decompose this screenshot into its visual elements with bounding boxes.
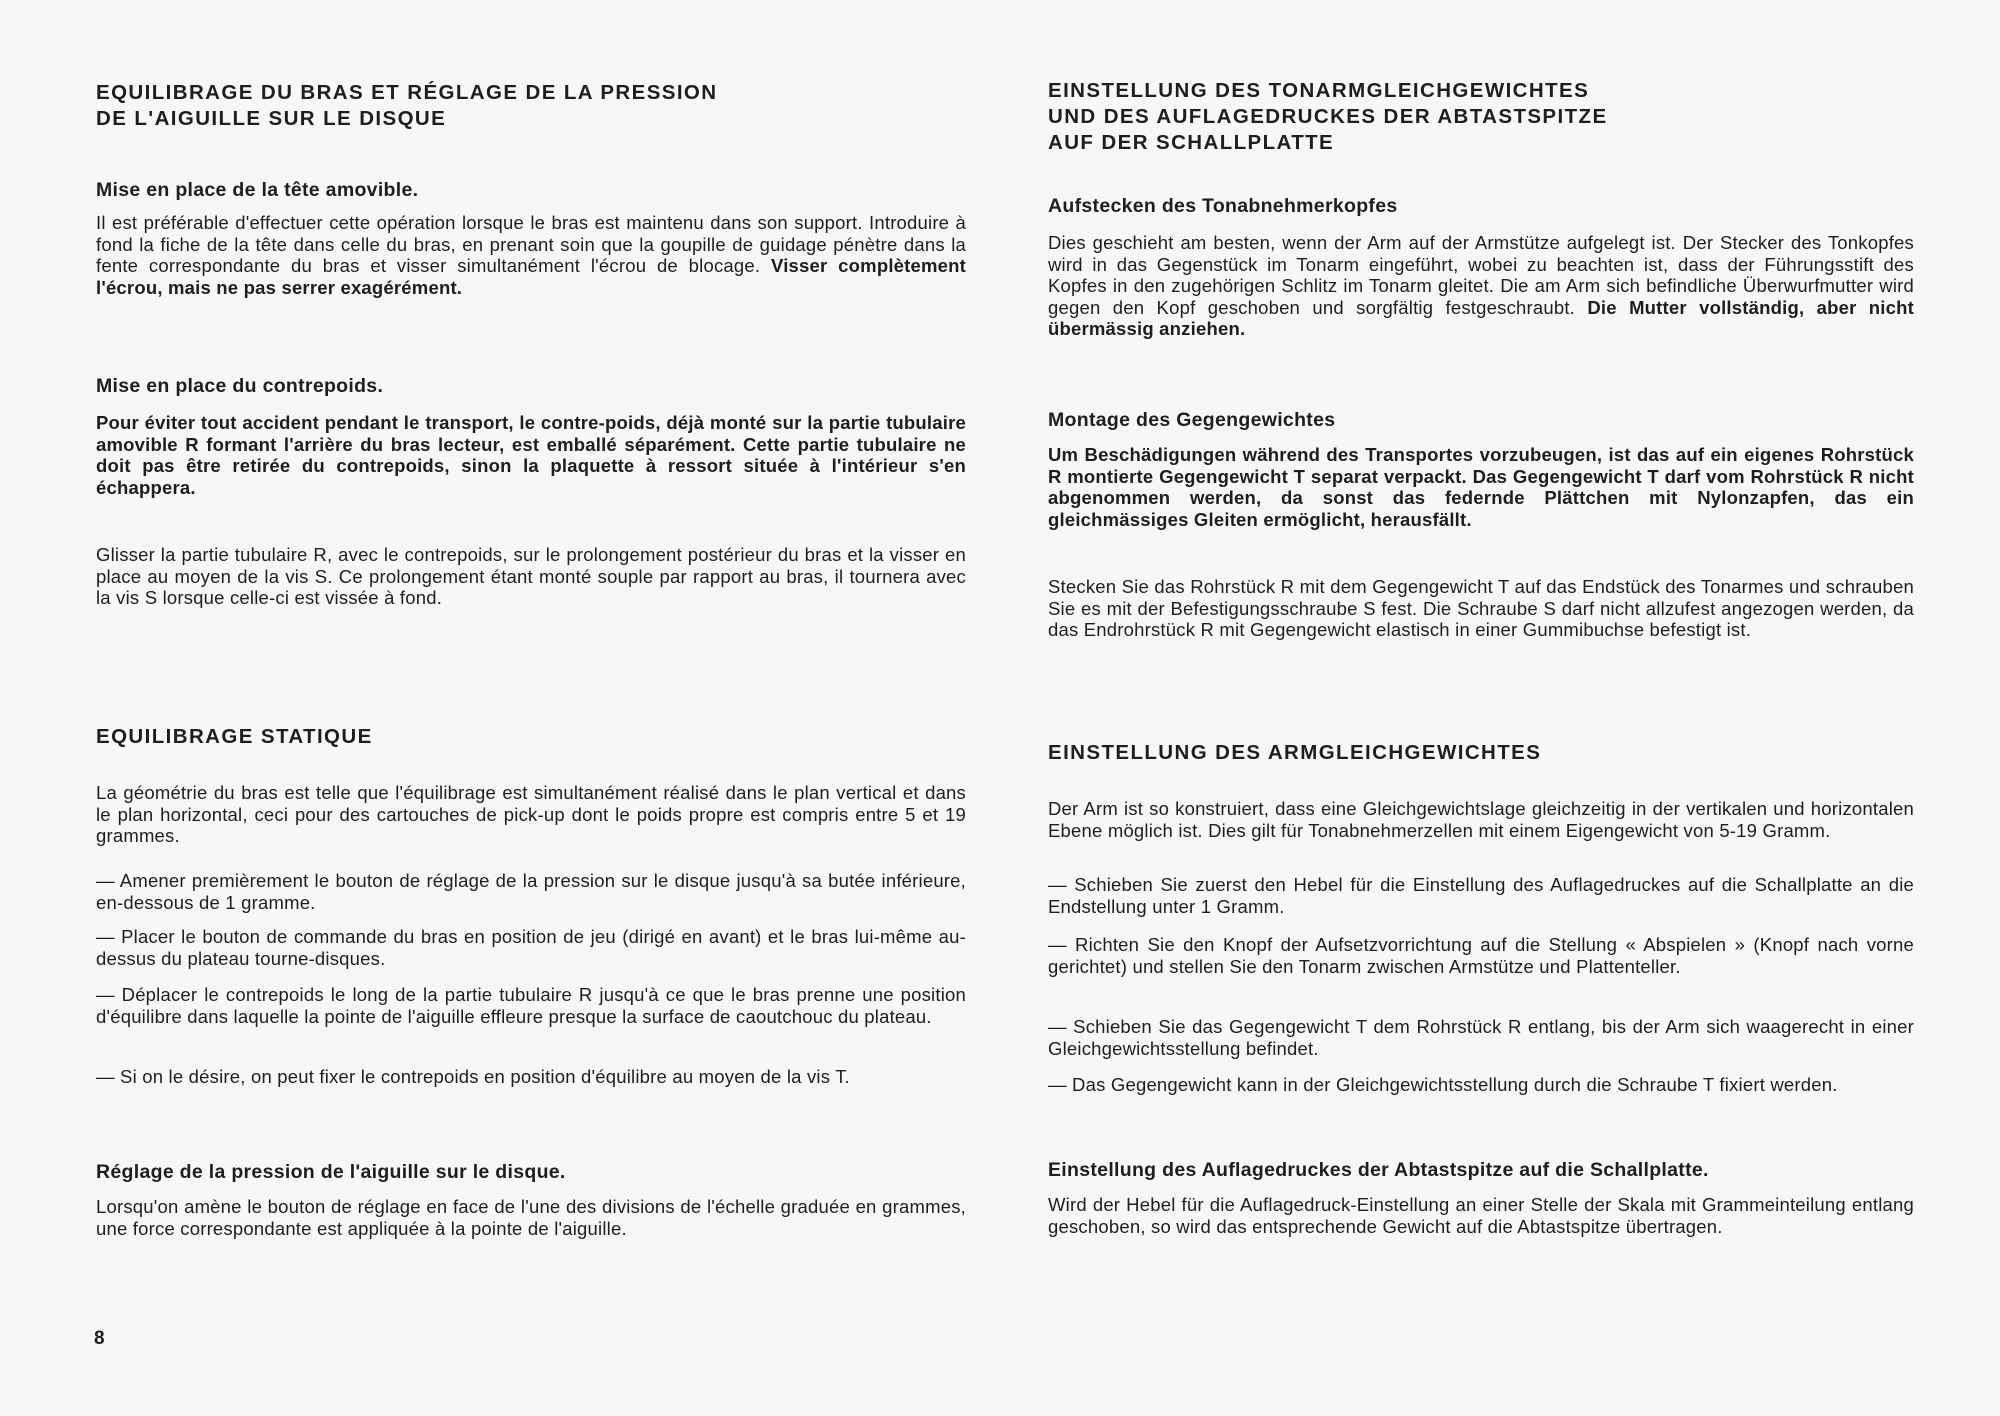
subheading-counterweight: Mise en place du contrepoids. xyxy=(96,375,384,397)
paragraph-pressure: Lorsqu'on amène le bouton de réglage en face de l'une des divisions de l'échelle graduée en grammes, une force correspondante est appliquée à la pointe de l'aiguille. xyxy=(96,1196,966,1239)
paragraph-mount-head: Dies geschieht am besten, wenn der Arm auf der Armstütze aufgelegt ist. Der Stecker des Tonkopfes wird in das Gegenstück im Tonarm eingeführt, wobei zu beachten ist, dass der Führungsstift des Kopfes in den zugehörigen Schlitz im Tonarm gleitet. Die am Arm sich befindliche Überwurfmutter wird gegen den Kopf geschoben und sorgfältig festgeschraubt. Die Mutter vollständig, aber nicht übermässig anziehen. xyxy=(1048,232,1915,339)
step-1: — Amener premièrement le bouton de réglage de la pression sur le disque jusqu'à sa butée inférieure, en-dessous de 1 gramme. xyxy=(96,870,966,913)
subheading-mount-head: Aufstecken des Tonabnehmerkopfes xyxy=(1048,195,1398,217)
title-line: EQUILIBRAGE DU BRAS ET RÉGLAGE DE LA PRESSION xyxy=(96,81,718,104)
step-3: — Déplacer le contrepoids le long de la partie tubulaire R jusqu'à ce que le bras prenne une position d'équilibre dans laquelle la pointe de l'aiguille effleure presque la surface de caoutchouc du plateau. xyxy=(96,984,966,1027)
section-title-arm-balance: EINSTELLUNG DES ARMGLEICHGEWICHTES xyxy=(1048,741,1542,764)
step-1: — Schieben Sie zuerst den Hebel für die Einstellung des Auflagedruckes auf die Schallplatte an die Endstellung unter 1 Gramm. xyxy=(1048,874,1914,917)
subheading-counterweight: Montage des Gegengewichtes xyxy=(1048,409,1336,431)
paragraph-static-balance: La géométrie du bras est telle que l'équilibrage est simultanément réalisé dans le plan vertical et dans le plan horizontal, ceci pour des cartouches de pick-up dont le poids propre est compris entre 5 et 19 grammes. xyxy=(96,782,966,846)
section-title xyxy=(1048,78,1608,156)
paragraph-pressure: Wird der Hebel für die Auflagedruck-Einstellung an einer Stelle der Skala mit Grammeinteilung entlang geschoben, so wird das entsprechende Gewicht auf die Abtastspitze übertragen. xyxy=(1048,1194,1914,1237)
page-number: 8 xyxy=(94,1328,105,1349)
step-4: — Das Gegengewicht kann in der Gleichgewichtsstellung durch die Schraube T fixiert werden. xyxy=(1048,1074,1838,1095)
paragraph-counterweight-warning: Um Beschädigungen während des Transportes vorzubeugen, ist das auf ein eigenes Rohrstück R montierte Gegengewicht T separat verpackt. Das Gegengewicht T darf vom Rohrstück R nicht abgenommen werden, da sonst das federnde Plättchen mit Nylonzapfen, das ein gleichmässiges Gleiten ermöglicht, herausfällt. xyxy=(1048,444,1914,530)
paragraph-counterweight-install: Glisser la partie tubulaire R, avec le contrepoids, sur le prolongement postérieur du bras et la visser en place au moyen de la vis S. Ce prolongement étant monté souple par rapport au bras, il tournera avec la vis S lorsque celle-ci est vissée à fond. xyxy=(96,544,966,608)
subheading-pressure: Einstellung des Auflagedruckes der Abtastspitze auf die Schallplatte. xyxy=(1048,1159,1709,1181)
section-title xyxy=(96,80,718,132)
title-line: EINSTELLUNG DES TONARMGLEICHGEWICHTES xyxy=(1048,79,1590,102)
title-line: DE L'AIGUILLE SUR LE DISQUE xyxy=(96,107,447,130)
subheading-pressure: Réglage de la pression de l'aiguille sur le disque. xyxy=(96,1161,566,1183)
title-line: UND DES AUFLAGEDRUCKES DER ABTASTSPITZE xyxy=(1048,105,1608,128)
paragraph-mount-head: Il est préférable d'effectuer cette opération lorsque le bras est maintenu dans son support. Introduire à fond la fiche de la tête dans celle du bras, en prenant soin que la goupille de guidage pénètre dans la fente correspondante du bras et visser simultanément l'écrou de blocage. Visser complètement l'écrou, mais ne pas serrer exagérément. xyxy=(96,212,966,298)
step-2: — Placer le bouton de commande du bras en position de jeu (dirigé en avant) et le bras lui-même au-dessus du plateau tourne-disques. xyxy=(96,926,966,969)
section-title-static-balance: EQUILIBRAGE STATIQUE xyxy=(96,725,373,748)
step-4: — Si on le désire, on peut fixer le contrepoids en position d'équilibre au moyen de la vis T. xyxy=(96,1066,850,1087)
step-3: — Schieben Sie das Gegengewicht T dem Rohrstück R entlang, bis der Arm sich waagerecht in einer Gleichgewichtsstellung befindet. xyxy=(1048,1016,1914,1059)
subheading-mount-head: Mise en place de la tête amovible. xyxy=(96,179,419,201)
title-line: AUF DER SCHALLPLATTE xyxy=(1048,131,1335,154)
paragraph-counterweight-warning: Pour éviter tout accident pendant le transport, le contre-poids, déjà monté sur la partie tubulaire amovible R formant l'arrière du bras lecteur, est emballé séparément. Cette partie tubulaire ne doit pas être retirée du contrepoids, sinon la plaquette à ressort située à l'intérieur s'en échappera. xyxy=(96,412,966,498)
paragraph-arm-balance: Der Arm ist so konstruiert, dass eine Gleichgewichtslage gleichzeitig in der vertikalen und horizontalen Ebene möglich ist. Dies gilt für Tonabnehmerzellen mit einem Eigengewicht von 5-19 Gramm. xyxy=(1048,798,1914,841)
step-2: — Richten Sie den Knopf der Aufsetzvorrichtung auf die Stellung « Abspielen » (Knopf nach vorne gerichtet) und stellen Sie den Tonarm zwischen Armstütze und Plattenteller. xyxy=(1048,934,1914,977)
paragraph-counterweight-install: Stecken Sie das Rohrstück R mit dem Gegengewicht T auf das Endstück des Tonarmes und schrauben Sie es mit der Befestigungsschraube S fest. Die Schraube S darf nicht allzufest angezogen werden, da das Endrohrstück R mit Gegengewicht elastisch in einer Gummibuchse befestigt ist. xyxy=(1048,576,1914,640)
